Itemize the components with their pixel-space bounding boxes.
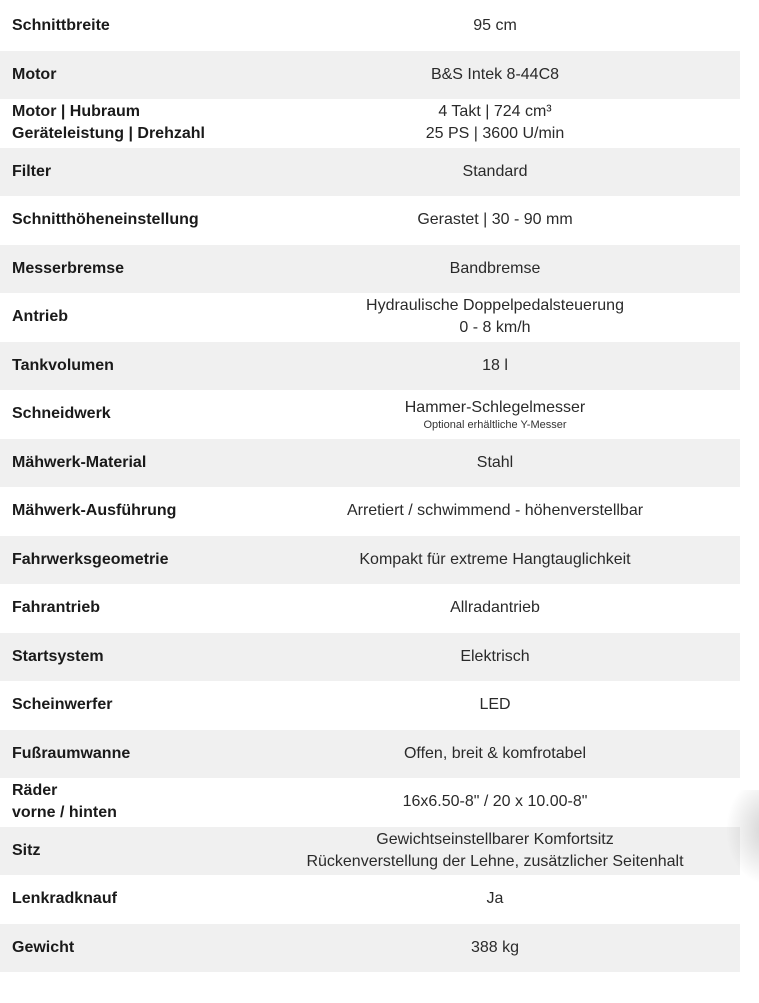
spec-value-line: Stahl bbox=[476, 453, 514, 471]
spec-label bbox=[0, 888, 250, 910]
spec-value bbox=[250, 743, 740, 765]
spec-value-line: Bandbremse bbox=[449, 259, 541, 277]
spec-value-line: 0 - 8 km/h bbox=[459, 319, 531, 337]
spec-row bbox=[0, 148, 740, 197]
spec-value-line: 388 kg bbox=[470, 938, 520, 956]
spec-row bbox=[0, 875, 740, 924]
spec-label-line: Sitz bbox=[12, 841, 41, 859]
spec-value-line: 95 cm bbox=[473, 17, 517, 35]
spec-value bbox=[250, 101, 740, 145]
spec-label-line: Startsystem bbox=[12, 647, 104, 665]
spec-row bbox=[0, 681, 740, 730]
spec-label bbox=[0, 452, 250, 474]
spec-label bbox=[0, 258, 250, 280]
spec-value bbox=[250, 15, 740, 37]
spec-value bbox=[250, 791, 740, 813]
spec-value bbox=[250, 258, 740, 280]
spec-value bbox=[250, 355, 740, 377]
spec-value bbox=[250, 452, 740, 474]
spec-label-line: Fahrantrieb bbox=[12, 599, 101, 617]
spec-note: Optional erhältliche Y-Messer bbox=[423, 418, 567, 431]
spec-value bbox=[250, 888, 740, 910]
spec-label-line: Tankvolumen bbox=[12, 356, 114, 374]
spec-label-line: vorne / hinten bbox=[12, 804, 117, 822]
spec-row bbox=[0, 487, 740, 536]
spec-label bbox=[0, 209, 250, 231]
spec-label bbox=[0, 646, 250, 668]
spec-value-line: Hammer-Schlegelmesser bbox=[404, 398, 586, 416]
spec-label bbox=[0, 15, 250, 37]
spec-label bbox=[0, 64, 250, 86]
spec-label-line: Geräteleistung | Drehzahl bbox=[12, 125, 205, 143]
spec-label bbox=[0, 694, 250, 716]
spec-value bbox=[250, 64, 740, 86]
spec-label bbox=[0, 403, 250, 425]
spec-label-line: Fahrwerksgeometrie bbox=[12, 550, 169, 568]
spec-value bbox=[250, 161, 740, 183]
spec-label-line: Schneidwerk bbox=[12, 405, 111, 423]
spec-label-line: Fußraumwanne bbox=[12, 744, 131, 762]
spec-row bbox=[0, 390, 740, 439]
spec-value bbox=[250, 646, 740, 668]
spec-label bbox=[0, 355, 250, 377]
spec-row bbox=[0, 778, 740, 827]
spec-label bbox=[0, 306, 250, 328]
spec-value-line: Gewichtseinstellbarer Komfortsitz bbox=[376, 830, 614, 848]
spec-value bbox=[250, 829, 740, 873]
spec-table bbox=[0, 2, 740, 972]
spec-row bbox=[0, 51, 740, 100]
spec-label-line: Filter bbox=[12, 162, 52, 180]
spec-value bbox=[250, 937, 740, 959]
spec-row bbox=[0, 196, 740, 245]
spec-label bbox=[0, 161, 250, 183]
spec-row bbox=[0, 2, 740, 51]
spec-label bbox=[0, 840, 250, 862]
spec-value-line: Kompakt für extreme Hangtauglichkeit bbox=[359, 550, 631, 568]
spec-label-line: Antrieb bbox=[12, 308, 68, 326]
spec-label-line: Messerbremse bbox=[12, 259, 125, 277]
spec-value-line: Arretiert / schwimmend - höhenverstellbar bbox=[346, 502, 644, 520]
spec-value bbox=[250, 209, 740, 231]
spec-value-line: Ja bbox=[486, 890, 504, 908]
spec-label bbox=[0, 549, 250, 571]
spec-value-line: Gerastet | 30 - 90 mm bbox=[417, 211, 573, 229]
spec-row bbox=[0, 924, 740, 973]
spec-row bbox=[0, 827, 740, 876]
spec-value-line: Elektrisch bbox=[460, 647, 530, 665]
spec-label-line: Gewicht bbox=[12, 938, 75, 956]
spec-row bbox=[0, 293, 740, 342]
spec-label bbox=[0, 500, 250, 522]
spec-value-line: Offen, breit & komfrotabel bbox=[403, 744, 586, 762]
spec-value bbox=[250, 500, 740, 522]
spec-label-line: Schnitthöheneinstellung bbox=[12, 211, 199, 229]
spec-value-line: 16x6.50-8" / 20 x 10.00-8" bbox=[402, 793, 588, 811]
spec-label-line: Räder bbox=[12, 782, 58, 800]
spec-value-line: 25 PS | 3600 U/min bbox=[425, 125, 565, 143]
spec-label-line: Motor bbox=[12, 65, 57, 83]
spec-value bbox=[250, 295, 740, 339]
spec-label-line: Mähwerk-Ausführung bbox=[12, 502, 177, 520]
shadow-decoration bbox=[722, 790, 759, 890]
spec-value-line: 18 l bbox=[482, 356, 508, 374]
spec-row bbox=[0, 245, 740, 294]
spec-row bbox=[0, 730, 740, 779]
spec-value-line: Allradantrieb bbox=[450, 599, 540, 617]
spec-value bbox=[250, 549, 740, 571]
spec-label-line: Schnittbreite bbox=[12, 17, 110, 35]
spec-label bbox=[0, 597, 250, 619]
spec-value bbox=[250, 597, 740, 619]
spec-label bbox=[0, 937, 250, 959]
spec-label bbox=[0, 101, 250, 145]
spec-row bbox=[0, 439, 740, 488]
spec-row bbox=[0, 584, 740, 633]
spec-value bbox=[250, 694, 740, 716]
spec-value-line: Standard bbox=[462, 162, 528, 180]
spec-value-line: 4 Takt | 724 cm³ bbox=[438, 103, 552, 121]
spec-row bbox=[0, 633, 740, 682]
spec-value-line: B&S Intek 8-44C8 bbox=[430, 65, 560, 83]
spec-label-line: Scheinwerfer bbox=[12, 696, 113, 714]
spec-row bbox=[0, 342, 740, 391]
spec-label-line: Motor | Hubraum bbox=[12, 103, 141, 121]
spec-value-line: LED bbox=[479, 696, 511, 714]
spec-value-line: Rückenverstellung der Lehne, zusätzlicher Seitenhalt bbox=[306, 852, 684, 870]
spec-label bbox=[0, 780, 250, 824]
spec-row bbox=[0, 536, 740, 585]
spec-value bbox=[250, 397, 740, 432]
spec-label-line: Lenkradknauf bbox=[12, 890, 117, 908]
spec-value-line: Hydraulische Doppelpedalsteuerung bbox=[366, 297, 624, 315]
spec-label bbox=[0, 743, 250, 765]
spec-row bbox=[0, 99, 740, 148]
spec-label-line: Mähwerk-Material bbox=[12, 453, 147, 471]
